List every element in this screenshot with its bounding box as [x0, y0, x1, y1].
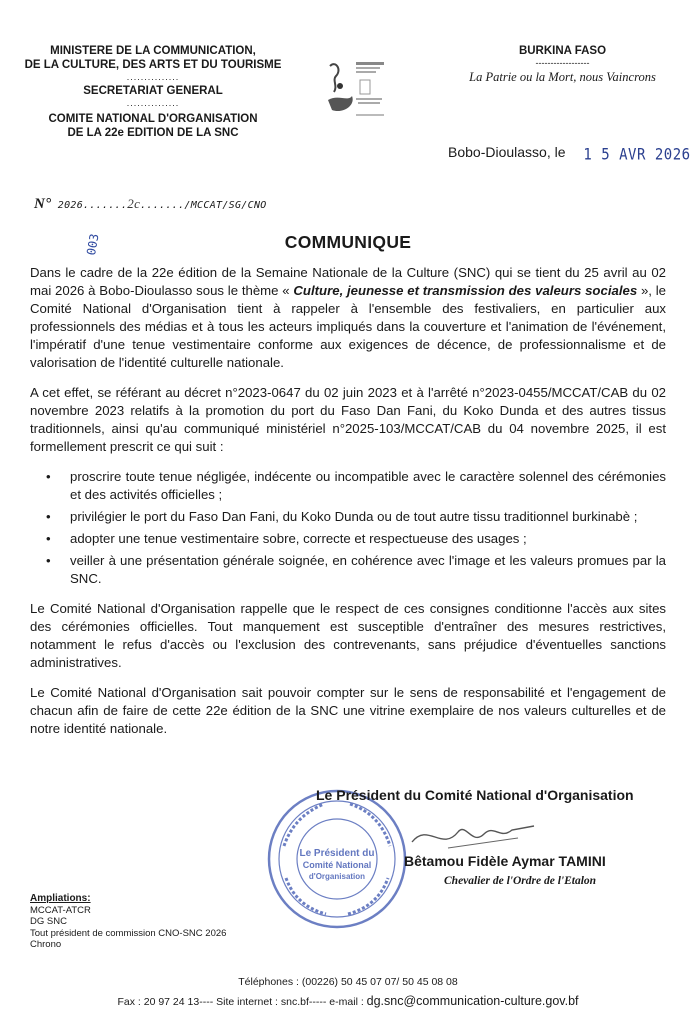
snc-logo-icon [322, 56, 388, 122]
footer-phones: Téléphones : (00226) 50 45 07 07/ 50 45 08 08 [238, 976, 458, 988]
reference-year: 2026....... [57, 200, 128, 211]
separator-dots-2: ............... [126, 98, 180, 108]
country-name: BURKINA FASO [518, 45, 607, 57]
document-title: COMMUNIQUE [284, 232, 412, 252]
place-date [448, 140, 691, 165]
list-item: DG SNC [30, 916, 67, 927]
reference-handwritten: 2c [127, 196, 141, 211]
committee-line2: DE LA 22e EDITION DE LA SNC [67, 127, 239, 139]
footer-fax-line: Fax : 20 97 24 13---- Site internet : snc.bf----- e-mail : [117, 996, 367, 1008]
list-item: • proscrire toute tenue négligée, indécente ou incompatible avec le caractère solennel des cérémonies et des activités officielles ; [70, 468, 666, 504]
list-item: • veiller à une présentation générale soignée, en cohérence avec l'image et les valeurs promues par la SNC. [70, 552, 666, 588]
list-item: • privilégier le port du Faso Dan Fani, du Koko Dunda ou de tout autre tissu traditionnel burkinabè ; [70, 508, 666, 526]
list-item: Chrono [30, 939, 62, 950]
svg-text:d'Organisation: d'Organisation [308, 872, 366, 881]
paragraph-1: Dans le cadre de la 22e édition de la Semaine Nationale de la Culture (SNC) qui se tient du 25 avril au 02 mai 2026 à Bobo-Dioulasso sous le thème « Culture, jeunesse et transmission des valeurs sociales », le Comité National d'Organisation tient à rappeler à l'ensemble des festivaliers, en particulier aux professionnels des médias et à tous les acteurs impliqués dans la couverture et l'animation de l'événement, l'impératif d'une tenue vestimentaire conforme aux exigences de décence, de professionnalisme et de valorisation de l'identité culturelle nationale. [30, 265, 666, 370]
stamped-date: 1 5 AVR 2026 [583, 145, 691, 165]
committee-line1: COMITE NATIONAL D'ORGANISATION [48, 113, 258, 125]
ministry-line1: MINISTERE DE LA COMMUNICATION, [50, 45, 256, 57]
signatory-role: Le Président du Comité National d'Organisation [316, 787, 634, 803]
theme-text: Culture, jeunesse et transmission des valeurs sociales [293, 283, 638, 298]
list-item: • adopter une tenue vestimentaire sobre, correcte et respectueuse des usages ; [70, 530, 666, 548]
reference-suffix: ......./MCCAT/SG/CNO [140, 200, 267, 211]
ministry-line2: DE LA CULTURE, DES ARTS ET DU TOURISME [24, 59, 282, 71]
footer-email: dg.snc@communication-culture.gov.bf [366, 994, 579, 1008]
ministry-header [8, 44, 298, 140]
official-stamp-icon [264, 786, 410, 932]
ink-number: 003 [84, 232, 102, 257]
list-item: Tout président de commission CNO-SNC 2026 [30, 927, 227, 939]
paragraph-2: A cet effet, se référant au décret n°2023-0647 du 02 juin 2023 et à l'arrêté n°2023-0455/MCCAT/CAB du 02 novembre 2023 relatifs à la promotion du port du Faso Dan Fani, du Koko Dunda et des autres tissus traditionnels, ainsi qu'au communiqué ministériel n°2025-103/MCCAT/CAB du 04 novembre 2025, il est formellement prescrit ce qui suit : [30, 385, 666, 454]
list-item: MCCAT-ATCR [30, 904, 91, 916]
signatory-honorific: Chevalier de l'Ordre de l'Etalon [444, 875, 597, 887]
number-symbol: N° [34, 196, 52, 212]
ampliations [30, 893, 226, 951]
signatory-name: Bêtamou Fidèle Aymar TAMINI [404, 853, 606, 869]
national-motto: La Patrie ou la Mort, nous Vaincrons [469, 70, 656, 84]
paragraph-4: Le Comité National d'Organisation sait pouvoir compter sur le sens de responsabilité et l'engagement de chacun afin de faire de cette 22e édition de la SNC une vitrine exemplaire de nos valeurs culturelles et de notre identité nationale. [30, 685, 666, 736]
communique-body [30, 264, 666, 750]
footer-contact [0, 994, 696, 1008]
prescription-list [30, 468, 666, 588]
place-label: Bobo-Dioulasso, le [448, 144, 566, 160]
separator-dots: ............... [126, 72, 180, 82]
secretariat-label: SECRETARIAT GENERAL [83, 85, 223, 97]
ampliations-title: Ampliations: [30, 893, 91, 904]
svg-text:Le Président du: Le Président du [299, 848, 375, 859]
paragraph-3: Le Comité National d'Organisation rappelle que le respect de ces consignes conditionne l'accès aux sites des cérémonies officielles. Tout manquement est susceptible d'entraîner des mesures restrictives, notamment le refus d'accès ou l'exclusion des contrevenants, sans préjudice d'éventuelles sanctions administratives. [30, 601, 666, 670]
separator-dashes: ------------------ [535, 58, 590, 68]
reference-number [34, 196, 267, 213]
svg-text:Comité National: Comité National [302, 860, 372, 870]
country-header [440, 44, 685, 86]
